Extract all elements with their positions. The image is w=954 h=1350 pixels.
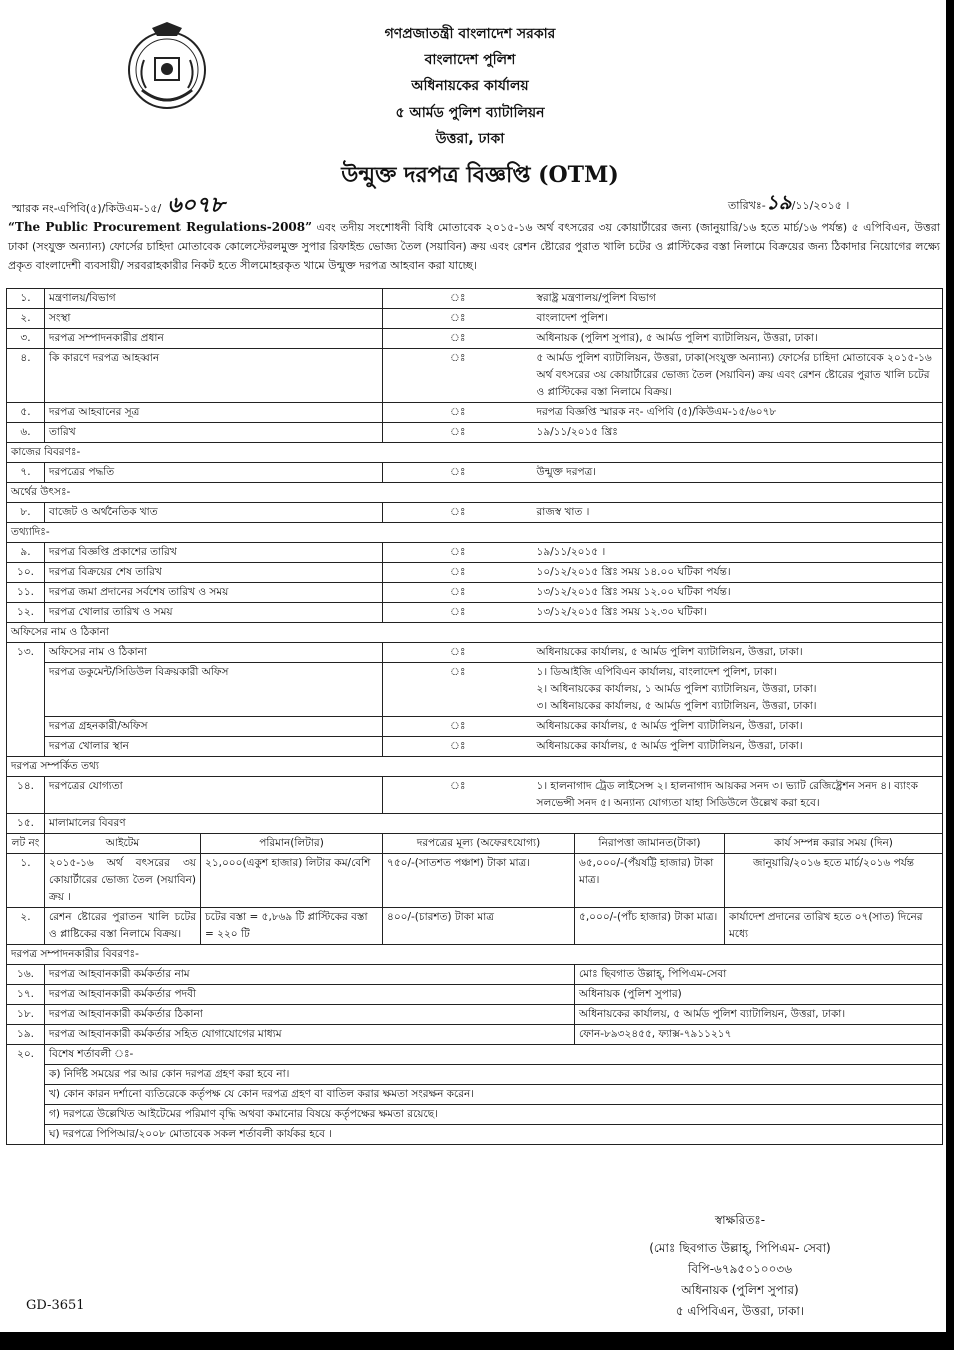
row-number: ৩. [7, 329, 45, 349]
row-number: ১২. [7, 603, 45, 623]
row-colon: ঃ [383, 663, 533, 717]
row-label: বাজেট ও অর্থনৈতিক খাত [45, 503, 383, 523]
condition-row [7, 1085, 943, 1105]
row-label: দরপত্র বিক্রয়ের শেষ তারিখ [45, 563, 383, 583]
row-label: মালামালের বিবরণ [45, 814, 943, 834]
item-row [7, 908, 943, 945]
row-number: ২. [7, 309, 45, 329]
date-handwritten-day: ১৯ [765, 190, 792, 214]
row-label: দরপত্র আহবানের সূত্র [45, 403, 383, 423]
row-number: ১৭. [7, 985, 45, 1005]
table-row [7, 349, 943, 403]
row-label: দরপত্রের পদ্ধতি [45, 463, 383, 483]
item-quantity: ২১,০০০(একুশ হাজার) লিটার কম/বেশি [201, 854, 383, 908]
table-row [7, 1045, 943, 1065]
row-label: দরপত্র আহবানকারী কর্মকর্তার নাম [45, 965, 575, 985]
row-label: দরপত্র খোলার স্থান [45, 737, 383, 757]
row-number: ১১. [7, 583, 45, 603]
item-security: ৫,০০০/-(পাঁচ হাজার) টাকা মাত্র। [575, 908, 725, 945]
row-label: দরপত্র বিজ্ঞপ্তি প্রকাশের তারিখ [45, 543, 383, 563]
row-number: ১৫. [7, 814, 45, 834]
row-label: দরপত্রের যোগ্যতা [45, 777, 383, 814]
table-row [7, 965, 943, 985]
table-row [7, 289, 943, 309]
row-label: তারিখ [45, 423, 383, 443]
condition-row [7, 1065, 943, 1085]
row-value: অধিনায়কের কার্যালয়, ৫ আর্মড পুলিশ ব্যাটালিয়ন, উত্তরা, ঢাকা। [533, 737, 943, 757]
item-security: ৬৫,০০০/-(পঁয়ষট্টি হাজার) টাকা মাত্র। [575, 854, 725, 908]
row-colon: ঃ [383, 643, 533, 663]
row-label: সংস্থা [45, 309, 383, 329]
row-value: উন্মুক্ত দরপত্র। [533, 463, 943, 483]
table-row [7, 563, 943, 583]
memo-label: স্মারক নং-এপিবি(৫)/কিউএম-১৫/ [12, 202, 162, 215]
tender-details-table [6, 288, 943, 1145]
row-number: ৭. [7, 463, 45, 483]
row-value: ১৩/১২/২০১৫ খ্রিঃ সময় ১২.০০ ঘটিকা পর্যন্ত। [533, 583, 943, 603]
signatory-bp: বিপি-৬৭৯৫০১০০৩৬ [688, 1262, 792, 1276]
col-price: দরপত্রের মূল্য (অফেরৎযোগ্য) [383, 834, 575, 854]
row-label: দরপত্র জমা প্রদানের সর্বশেষ তারিখ ও সময় [45, 583, 383, 603]
item-description: রেশন ষ্টোরের পুরাতন খালি চটের ও প্লাষ্টিকের বস্তা নিলামে বিক্রয়। [45, 908, 201, 945]
col-security: নিরাপত্তা জামানত(টাকা) [575, 834, 725, 854]
row-value-list [533, 663, 943, 717]
table-row [7, 985, 943, 1005]
sale-office-2: ২। অধিনায়কের কার্যালয়, ১ আর্মড পুলিশ ব্যাটালিয়ন, উত্তরা, ঢাকা। [536, 683, 817, 695]
signatory-unit: ৫ এপিবিএন, উত্তরা, ঢাকা। [675, 1304, 805, 1318]
section-heading-work: কাজের বিবরণঃ- [7, 443, 943, 463]
table-row [7, 603, 943, 623]
table-row [7, 814, 943, 834]
condition-row [7, 1105, 943, 1125]
row-label: মন্ত্রণালয়/বিভাগ [45, 289, 383, 309]
table-row [7, 543, 943, 563]
row-number: ৮. [7, 503, 45, 523]
row-colon: ঃ [383, 423, 533, 443]
item-price: ৭৫০/-(সাতশত পঞ্চাশ) টাকা মাত্র। [383, 854, 575, 908]
row-label: দরপত্র আহবানকারী কর্মকর্তার ঠিকানা [45, 1005, 575, 1025]
memo-handwritten-number: ৬০৭৮ [167, 192, 225, 218]
row-number: ১৯. [7, 1025, 45, 1045]
row-number: ২০. [7, 1045, 45, 1145]
table-row [7, 1005, 943, 1025]
row-value: অধিনায়ক (পুলিশ সুপার), ৫ আর্মড পুলিশ ব্যাটালিয়ন, উত্তরা, ঢাকা। [533, 329, 943, 349]
row-number: ১৪. [7, 777, 45, 814]
bangladesh-police-emblem [122, 20, 212, 114]
section-heading-officer: দরপত্র সম্পাদনকারীর বিবরণঃ- [7, 945, 943, 965]
section-heading-info: তথ্যাদিঃ- [7, 523, 943, 543]
row-number: ৯. [7, 543, 45, 563]
row-label: কি কারণে দরপত্র আহব্বান [45, 349, 383, 403]
col-quantity: পরিমান(লিটার) [201, 834, 383, 854]
header-battalion: ৫ আর্মড পুলিশ ব্যাটালিয়ন [395, 105, 545, 121]
row-value: ১। হালনাগাদ ট্রেড লাইসেন্স ২। হালনাগাদ আয়কর সনদ ৩। ভ্যাট রেজিষ্ট্রেশন সনদ ৪। ব্যাংক সলভেন্সী সনদ ৫। অন্যান্য যোগ্যতা যাহা সিডিউলে উল্লেখ করা হবে। [533, 777, 943, 814]
row-number: ১৮. [7, 1005, 45, 1025]
row-colon: ঃ [383, 503, 533, 523]
sale-office-1: ১। ডিআইজি এপিবিএন কার্যালয়, বাংলাদেশ পুলিশ, ঢাকা। [536, 666, 777, 678]
row-label: অফিসের নাম ও ঠিকানা [45, 643, 383, 663]
condition-text: গ) দরপত্রে উল্লেখিত আইটেমের পরিমাণ বৃদ্ধি অথবা কমানোর বিষয়ে কর্তৃপক্ষের ক্ষমতা রয়েছে। [45, 1105, 943, 1125]
item-lot: ১. [7, 854, 45, 908]
condition-text: ক) নির্দিষ্ট সময়ের পর আর কোন দরপত্র গ্রহণ করা হবে না। [45, 1065, 943, 1085]
row-value: অধিনায়ক (পুলিশ সুপার) [575, 985, 943, 1005]
row-number: ১০. [7, 563, 45, 583]
condition-text: ঘ) দরপত্রে পিপিআর/২০০৮ মোতাবেক সকল শর্তাবলী কার্যকর হবে । [45, 1125, 943, 1145]
row-colon: ঃ [383, 289, 533, 309]
row-value: অধিনায়কের কার্যালয়, ৫ আর্মড পুলিশ ব্যাটালিয়ন, উত্তরা, ঢাকা। [533, 717, 943, 737]
col-time: কার্য সম্পন্ন করার সময় (দিন) [725, 834, 943, 854]
table-row [7, 583, 943, 603]
regulation-name: “The Public Procurement Regulations-2008” [8, 220, 313, 234]
table-row [7, 717, 943, 737]
row-label: দরপত্র সম্পাদনকারীর প্রধান [45, 329, 383, 349]
date-label: তারিখঃ- [728, 199, 766, 212]
footer-code: GD-3651 [26, 1298, 85, 1313]
row-label: দরপত্র গ্রহনকারী/অফিস [45, 717, 383, 737]
row-value: বাংলাদেশ পুলিশ। [533, 309, 943, 329]
item-quantity: চটের বস্তা = ৫,৮৬৯ টি প্লাস্টিকের বস্তা = ২২০ টি [201, 908, 383, 945]
items-header-row [7, 834, 943, 854]
item-time: জানুয়ারি/২০১৬ হতে মার্চ/২০১৬ পর্যন্ত [725, 854, 943, 908]
condition-row [7, 1125, 943, 1145]
table-row [7, 1025, 943, 1045]
row-value: রাজস্ব খাত । [533, 503, 943, 523]
row-number: ১৩. [7, 643, 45, 757]
notice-title: উন্মুক্ত দরপত্র বিজ্ঞপ্তি (OTM) [341, 162, 619, 188]
table-row [7, 403, 943, 423]
table-row [7, 329, 943, 349]
table-row [7, 643, 943, 663]
item-time: কার্যাদেশ প্রদানের তারিখ হতে ০৭(সাত) দিনের মধ্যে [725, 908, 943, 945]
header-office: অধিনায়কের কার্যালয় [411, 78, 529, 94]
row-label: বিশেষ শর্তাবলী ঃ- [45, 1045, 943, 1065]
signed-label: স্বাক্ষরিতঃ- [714, 1213, 766, 1227]
col-item: আইটেম [45, 834, 201, 854]
item-lot: ২. [7, 908, 45, 945]
row-colon: ঃ [383, 309, 533, 329]
row-colon: ঃ [383, 563, 533, 583]
row-label: দরপত্র ডকুমেন্ট/সিডিউল বিক্রয়কারী অফিস [45, 663, 383, 717]
section-heading-office: অফিসের নাম ও ঠিকানা [7, 623, 943, 643]
table-row [7, 309, 943, 329]
row-colon: ঃ [383, 403, 533, 423]
table-row [7, 423, 943, 443]
table-row [7, 463, 943, 483]
item-price: ৪০০/-(চারশত) টাকা মাত্র [383, 908, 575, 945]
row-colon: ঃ [383, 349, 533, 403]
row-value: ফোন-৮৯৩২৪৫৫, ফ্যাক্স-৭৯১১২১৭ [575, 1025, 943, 1045]
row-value: অধিনায়কের কার্যালয়, ৫ আর্মড পুলিশ ব্যাটালিয়ন, উত্তরা, ঢাকা। [533, 643, 943, 663]
table-row [7, 663, 943, 717]
header-location: উত্তরা, ঢাকা [435, 131, 505, 147]
date-rest: /১১/২০১৫ । [791, 199, 850, 212]
row-value: ১০/১২/২০১৫ খ্রিঃ সময় ১৪.০০ ঘটিকা পর্যন্ত। [533, 563, 943, 583]
row-colon: ঃ [383, 603, 533, 623]
col-lot: লট নং [7, 834, 45, 854]
condition-text: খ) কোন কারন দর্শানো ব্যতিরেকে কর্তৃপক্ষ যে কোন দরপত্র গ্রহণ বা বাতিল করার ক্ষমতা সংরক্ষন করেন। [45, 1085, 943, 1105]
scan-bottom-border [0, 1332, 954, 1350]
header-police: বাংলাদেশ পুলিশ [424, 52, 516, 68]
row-colon: ঃ [383, 583, 533, 603]
row-value: মোঃ ছিবগাত উল্লাহ্, পিপিএম-সেবা [575, 965, 943, 985]
row-number: ১. [7, 289, 45, 309]
intro-paragraph [8, 218, 940, 275]
row-number: ৪. [7, 349, 45, 403]
header-govt: গণপ্রজাতন্ত্রী বাংলাদেশ সরকার [384, 26, 556, 42]
row-colon: ঃ [383, 463, 533, 483]
row-colon: ঃ [383, 543, 533, 563]
section-heading-tender: দরপত্র সম্পর্কিত তথ্য [7, 757, 943, 777]
intro-text: এবং তদীয় সংশোধনী বিধি মোতাবেক ২০১৫-১৬ অর্থ বৎসরের ৩য় কোয়ার্টারের জন্য (জানুয়ারি/১৬ হতে মার্চ/১৬ পর্যন্ত) ৫ এপিবিএন, উত্তরা ঢাকা (সংযুক্ত অন্যান্য) ফোর্সের চাহিদা মোতাবেক কোলেস্টেরলমুক্ত সুপার রিফাইন্ড ভোজ্য তৈল (সয়াবিন) ক্রয় এবং রেশন ষ্টোরের পুরাত খালি চটের ও প্লাস্টিকের বস্তা নিলামে বিক্রয়ের জন্য ঠিকাদার নিয়োগের লক্ষ্যে প্রকৃত বাংলাদেশী ব্যবসায়ী/ সরবরাহকারীর নিকট হতে সীলমোহরকৃত খামে উন্মুক্ত দরপত্র আহবান করা যাচ্ছে। [8, 221, 940, 272]
row-value: অধিনায়কের কার্যালয়, ৫ আর্মড পুলিশ ব্যাটালিয়ন, উত্তরা, ঢাকা। [575, 1005, 943, 1025]
table-row [7, 737, 943, 757]
row-value: ১৩/১২/২০১৫ খ্রিঃ সময় ১২.৩০ ঘটিকা। [533, 603, 943, 623]
row-value: স্বরাষ্ট্র মন্ত্রণালয়/পুলিশ বিভাগ [533, 289, 943, 309]
sale-office-3: ৩। অধিনায়কের কার্যালয়, ৫ আর্মড পুলিশ ব্যাটালিয়ন, উত্তরা, ঢাকা। [536, 700, 817, 712]
row-number: ৬. [7, 423, 45, 443]
signatory-name: (মোঃ ছিবগাত উল্লাহ্, পিপিএম- সেবা) [649, 1241, 831, 1255]
row-label: দরপত্র আহবানকারী কর্মকর্তার সহিত যোগাযোগের মাধ্যম [45, 1025, 575, 1045]
notice-date [728, 188, 849, 221]
section-heading-fund: অর্থের উৎসঃ- [7, 483, 943, 503]
row-value: ৫ আর্মড পুলিশ ব্যাটালিয়ন, উত্তরা, ঢাকা(সংযুক্ত অন্যান্য) ফোর্সের চাহিদা মোতাবেক ২০১৫-১৬ অর্থ বৎসরের ৩য় কোয়ার্টারের ভোজ্য তৈল (সয়াবিন) ক্রয় এবং রেশন ষ্টোরের পুরাত খালি চটের ও প্লাস্টিকের বস্তা নিলামে বিক্রয়। [533, 349, 943, 403]
row-label: দরপত্র আহবানকারী কর্মকর্তার পদবী [45, 985, 575, 1005]
row-value: ১৯/১১/২০১৫ খ্রিঃ [533, 423, 943, 443]
scan-right-border [946, 0, 954, 1350]
row-colon: ঃ [383, 737, 533, 757]
row-colon: ঃ [383, 777, 533, 814]
signatory-designation: অধিনায়ক (পুলিশ সুপার) [681, 1283, 799, 1297]
table-row [7, 777, 943, 814]
item-description: ২০১৫-১৬ অর্থ বৎসরের ৩য় কোয়ার্টারের ভোজ্য তৈল (সয়াবিন) ক্রয় । [45, 854, 201, 908]
row-value: ১৯/১১/২০১৫ । [533, 543, 943, 563]
item-row [7, 854, 943, 908]
row-value: দরপত্র বিজ্ঞপ্তি স্মারক নং- এপিবি (৫)/কিউএম-১৫/৬০৭৮ [533, 403, 943, 423]
row-number: ১৬. [7, 965, 45, 985]
row-number: ৫. [7, 403, 45, 423]
row-colon: ঃ [383, 717, 533, 737]
table-row [7, 503, 943, 523]
row-label: দরপত্র খোলার তারিখ ও সময় [45, 603, 383, 623]
row-colon: ঃ [383, 329, 533, 349]
